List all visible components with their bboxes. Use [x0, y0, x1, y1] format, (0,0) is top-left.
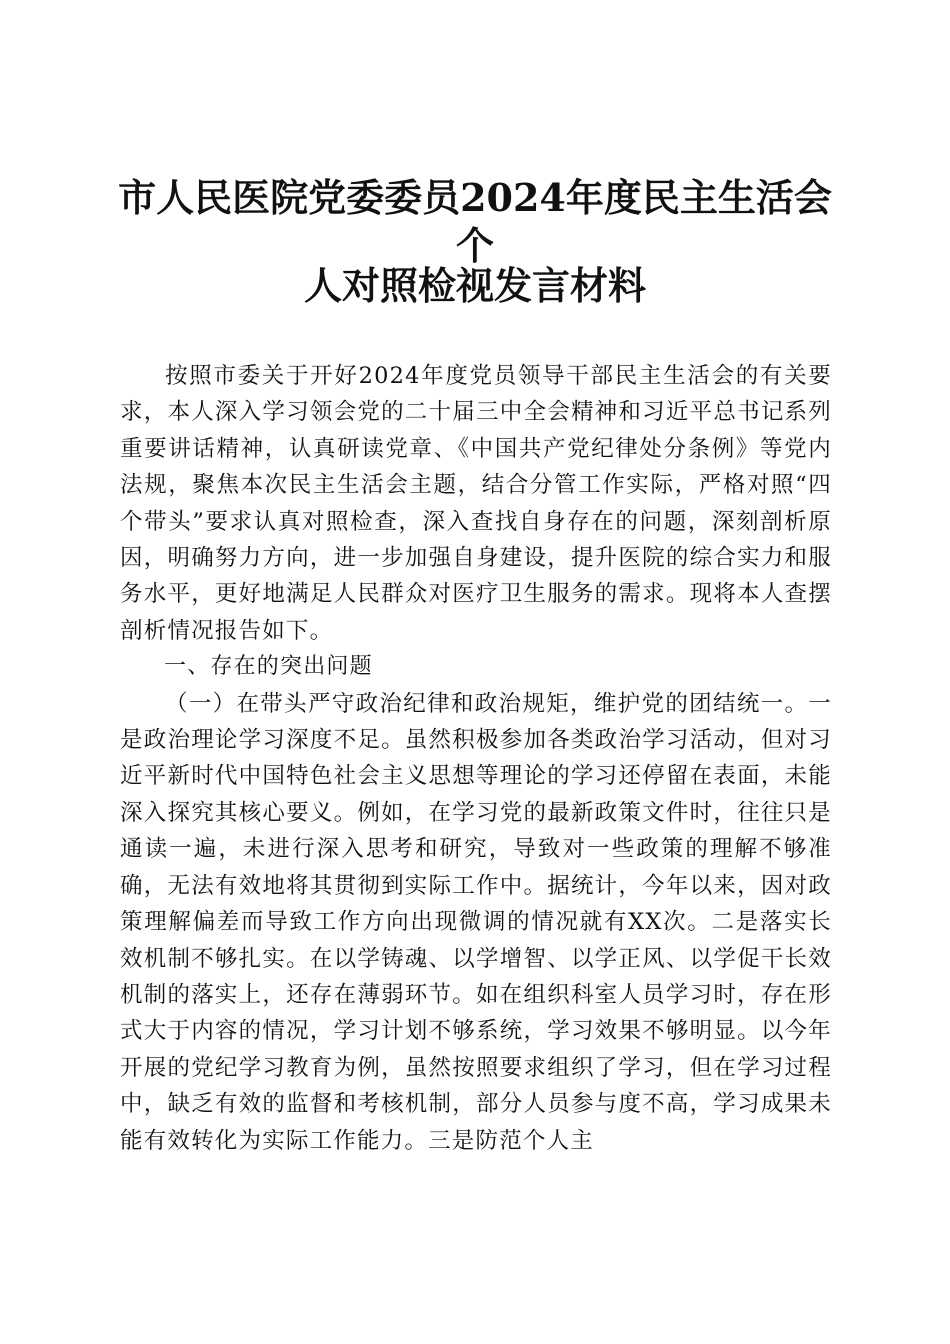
- document-body: [120, 358, 832, 1159]
- section-heading: 一、存在的突出问题: [164, 654, 373, 680]
- section-paragraph: （一）在带头严守政治纪律和政治规矩，维护党的团结统一。一是政治理论学习深度不足。虽然积极参加各类政治学习活动，但对习近平新时代中国特色社会主义思想等理论的学习还停留在表面，未能深入探究其核心要义。例如，在学习党的最新政策文件时，往往只是通读一遍，未进行深入思考和研究，导致对一些政策的理解不够准确，无法有效地将其贯彻到实际工作中。据统计，今年以来，因对政策理解偏差而导致工作方向出现微调的情况就有XX次。二是落实长效机制不够扎实。在以学铸魂、以学增智、以学正风、以学促干长效机制的落实上，还存在薄弱环节。如在组织科室人员学习时，存在形式大于内容的情况，学习计划不够系统，学习效果不够明显。以今年开展的党纪学习教育为例，虽然按照要求组织了学习，但在学习过程中，缺乏有效的监督和考核机制，部分人员参与度不高，学习成果未能有效转化为实际工作能力。三是防范个人主: [120, 690, 832, 1154]
- intro-paragraph: 按照市委关于开好2024年度党员领导干部民主生活会的有关要求，本人深入学习领会党的二十届三中全会精神和习近平总书记系列重要讲话精神，认真研读党章、《中国共产党纪律处分条例》等党内法规，聚焦本次民主生活会主题，结合分管工作实际，严格对照“四个带头”要求认真对照检查，深入查找自身存在的问题，深刻剖析原因，明确努力方向，进一步加强自身建设，提升医院的综合实力和服务水平，更好地满足人民群众对医疗卫生服务的需求。现将本人查摆剖析情况报告如下。: [120, 363, 832, 644]
- document-title-line-1: 市人民医院党委委员2024年度民主生活会个: [118, 175, 832, 268]
- document-title-line-2: 人对照检视发言材料: [303, 263, 646, 308]
